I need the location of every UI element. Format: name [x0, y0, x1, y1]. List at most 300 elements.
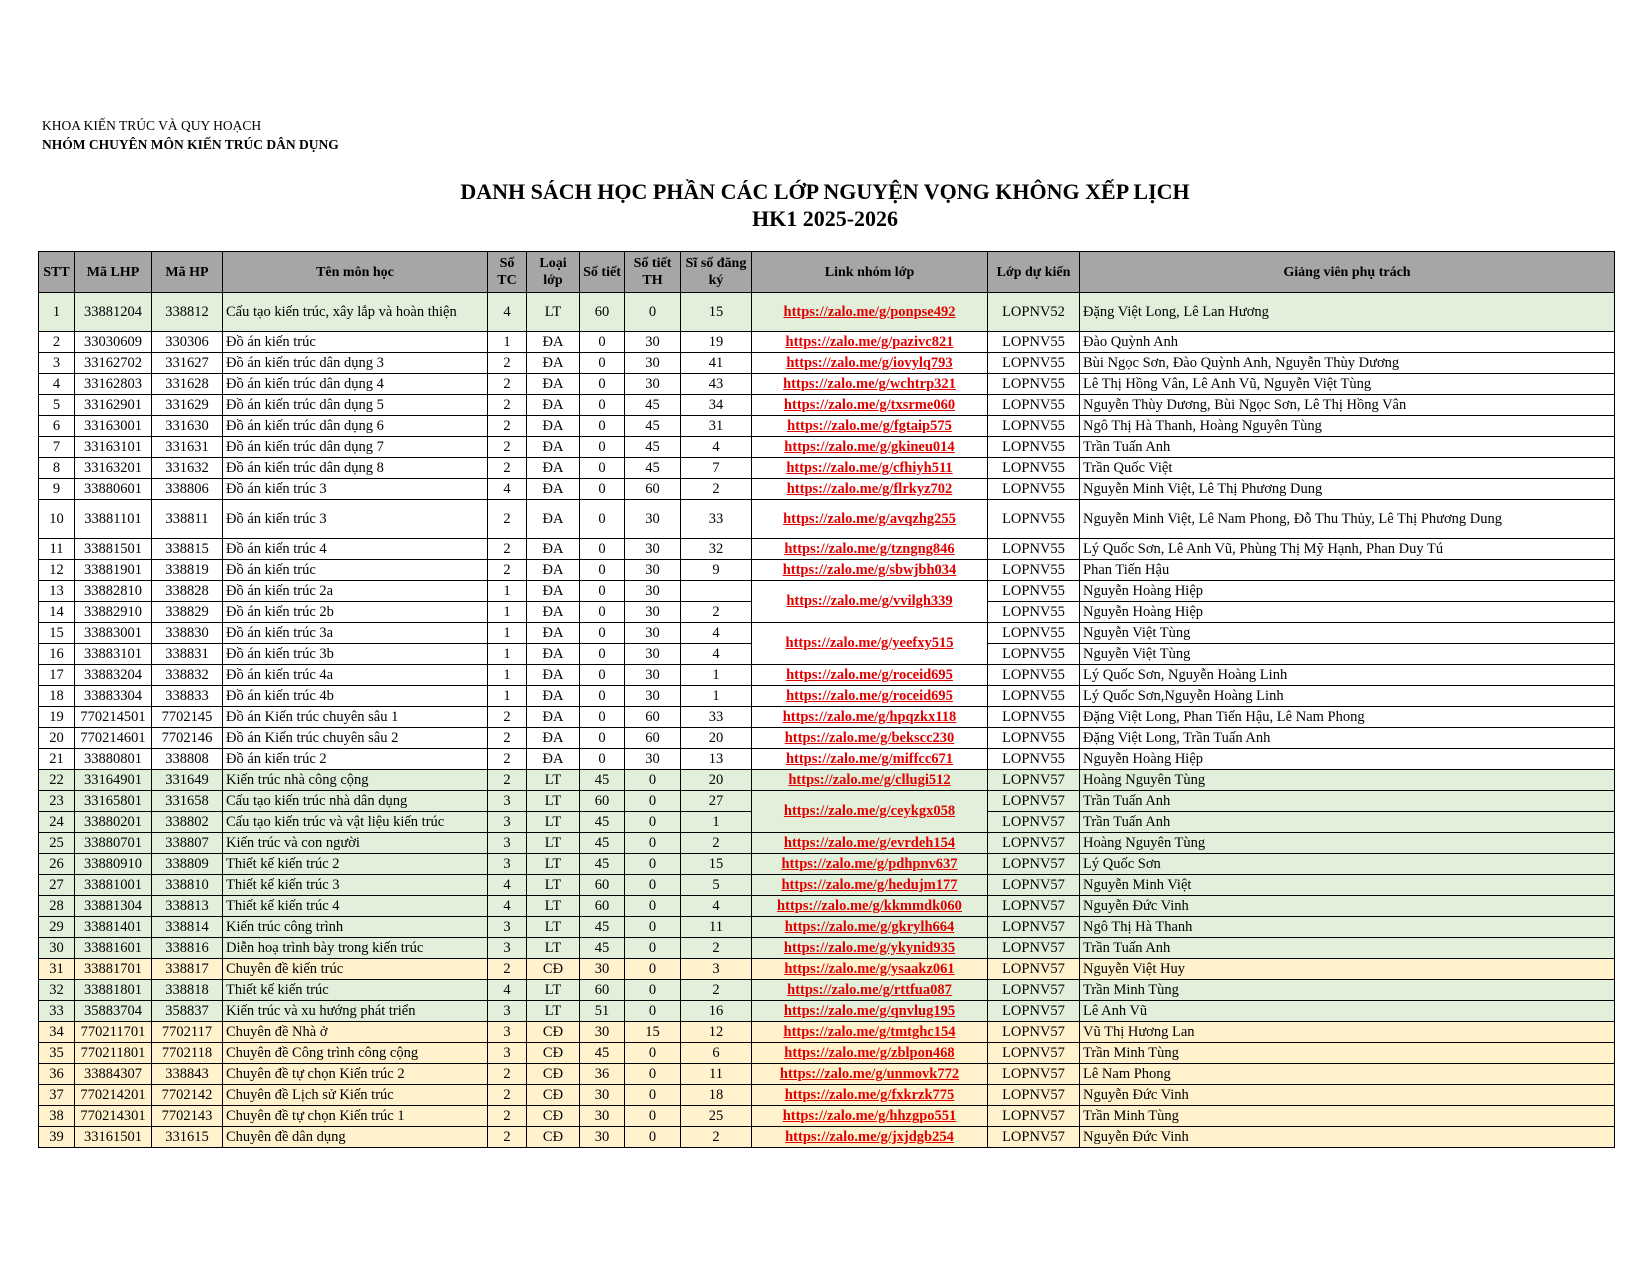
- enrollment-cell: 15: [681, 293, 752, 332]
- credits-cell: 2: [488, 1064, 527, 1085]
- practice-periods-cell: 0: [625, 1127, 681, 1148]
- credits-cell: 4: [488, 980, 527, 1001]
- ma-lhp-cell: 33162803: [75, 374, 152, 395]
- group-link[interactable]: https://zalo.me/g/iovylq793: [752, 353, 988, 374]
- planned-class-cell: LOPNV55: [988, 623, 1080, 644]
- practice-periods-cell: 30: [625, 644, 681, 665]
- ma-hp-cell: 330306: [152, 332, 223, 353]
- table-row: [39, 1043, 1615, 1064]
- table-row: [39, 728, 1615, 749]
- enrollment-cell: 11: [681, 917, 752, 938]
- lecturer-cell: Hoàng Nguyên Tùng: [1080, 770, 1615, 791]
- class-type-cell: ĐA: [527, 539, 580, 560]
- group-link[interactable]: https://zalo.me/g/gkineu014: [752, 437, 988, 458]
- periods-cell: 45: [580, 833, 625, 854]
- course-name-cell: Chuyên đề dân dụng: [223, 1127, 488, 1148]
- enrollment-cell: 20: [681, 770, 752, 791]
- class-type-cell: ĐA: [527, 686, 580, 707]
- col-ma-hp: Mã HP: [152, 252, 223, 293]
- course-name-cell: Đồ án kiến trúc: [223, 332, 488, 353]
- practice-periods-cell: 0: [625, 917, 681, 938]
- enrollment-cell: 11: [681, 1064, 752, 1085]
- enrollment-cell: 2: [681, 833, 752, 854]
- group-link[interactable]: https://zalo.me/g/vvilgh339: [752, 581, 988, 623]
- enrollment-cell: 2: [681, 980, 752, 1001]
- planned-class-cell: LOPNV57: [988, 1022, 1080, 1043]
- table-row: [39, 770, 1615, 791]
- ma-hp-cell: 331649: [152, 770, 223, 791]
- lecturer-cell: Nguyễn Việt Huy: [1080, 959, 1615, 980]
- ma-hp-cell: 338829: [152, 602, 223, 623]
- table-row: [39, 896, 1615, 917]
- ma-hp-cell: 331631: [152, 437, 223, 458]
- practice-periods-cell: 15: [625, 1022, 681, 1043]
- class-type-cell: LT: [527, 812, 580, 833]
- course-table: [38, 251, 1615, 1148]
- class-type-cell: LT: [527, 917, 580, 938]
- table-row: [39, 623, 1615, 644]
- credits-cell: 3: [488, 938, 527, 959]
- credits-cell: 2: [488, 437, 527, 458]
- col-so-tiet-th: Số tiết TH: [625, 252, 681, 293]
- group-link[interactable]: https://zalo.me/g/cllugi512: [752, 770, 988, 791]
- group-link[interactable]: https://zalo.me/g/ykynid935: [752, 938, 988, 959]
- ma-hp-cell: 338817: [152, 959, 223, 980]
- planned-class-cell: LOPNV55: [988, 581, 1080, 602]
- stt-cell: 6: [39, 416, 75, 437]
- class-type-cell: ĐA: [527, 623, 580, 644]
- planned-class-cell: LOPNV57: [988, 1001, 1080, 1022]
- periods-cell: 0: [580, 560, 625, 581]
- planned-class-cell: LOPNV57: [988, 1043, 1080, 1064]
- periods-cell: 0: [580, 602, 625, 623]
- ma-lhp-cell: 33882810: [75, 581, 152, 602]
- group-link[interactable]: https://zalo.me/g/evrdeh154: [752, 833, 988, 854]
- group-link[interactable]: https://zalo.me/g/rttfua087: [752, 980, 988, 1001]
- group-link[interactable]: https://zalo.me/g/fxkrzk775: [752, 1085, 988, 1106]
- table-row: [39, 416, 1615, 437]
- planned-class-cell: LOPNV55: [988, 749, 1080, 770]
- enrollment-cell: 1: [681, 812, 752, 833]
- credits-cell: 3: [488, 833, 527, 854]
- credits-cell: 2: [488, 539, 527, 560]
- credits-cell: 1: [488, 665, 527, 686]
- enrollment-cell: 1: [681, 686, 752, 707]
- planned-class-cell: LOPNV57: [988, 770, 1080, 791]
- class-type-cell: LT: [527, 833, 580, 854]
- class-type-cell: ĐA: [527, 500, 580, 539]
- planned-class-cell: LOPNV55: [988, 602, 1080, 623]
- group-link[interactable]: https://zalo.me/g/unmovk772: [752, 1064, 988, 1085]
- enrollment-cell: 25: [681, 1106, 752, 1127]
- planned-class-cell: LOPNV55: [988, 707, 1080, 728]
- lecturer-cell: Phan Tiến Hậu: [1080, 560, 1615, 581]
- ma-hp-cell: 338814: [152, 917, 223, 938]
- group-link[interactable]: https://zalo.me/g/hhzgpo551: [752, 1106, 988, 1127]
- table-row: [39, 917, 1615, 938]
- practice-periods-cell: 30: [625, 749, 681, 770]
- periods-cell: 60: [580, 980, 625, 1001]
- lecturer-cell: Đào Quỳnh Anh: [1080, 332, 1615, 353]
- ma-lhp-cell: 33165801: [75, 791, 152, 812]
- ma-hp-cell: 331629: [152, 395, 223, 416]
- lecturer-cell: Trần Tuấn Anh: [1080, 812, 1615, 833]
- class-type-cell: ĐA: [527, 602, 580, 623]
- periods-cell: 0: [580, 395, 625, 416]
- planned-class-cell: LOPNV55: [988, 353, 1080, 374]
- credits-cell: 3: [488, 854, 527, 875]
- practice-periods-cell: 30: [625, 560, 681, 581]
- stt-cell: 1: [39, 293, 75, 332]
- stt-cell: 17: [39, 665, 75, 686]
- ma-hp-cell: 338802: [152, 812, 223, 833]
- table-row: [39, 791, 1615, 812]
- ma-lhp-cell: 33881501: [75, 539, 152, 560]
- practice-periods-cell: 0: [625, 959, 681, 980]
- ma-lhp-cell: 33880701: [75, 833, 152, 854]
- group-link[interactable]: https://zalo.me/g/miffcc671: [752, 749, 988, 770]
- ma-hp-cell: 358837: [152, 1001, 223, 1022]
- lecturer-cell: Nguyễn Đức Vinh: [1080, 1127, 1615, 1148]
- ma-lhp-cell: 35883704: [75, 1001, 152, 1022]
- practice-periods-cell: 0: [625, 938, 681, 959]
- ma-lhp-cell: 770214201: [75, 1085, 152, 1106]
- enrollment-cell: 4: [681, 644, 752, 665]
- credits-cell: 4: [488, 896, 527, 917]
- practice-periods-cell: 0: [625, 980, 681, 1001]
- ma-lhp-cell: 33881304: [75, 896, 152, 917]
- periods-cell: 0: [580, 500, 625, 539]
- stt-cell: 18: [39, 686, 75, 707]
- periods-cell: 0: [580, 665, 625, 686]
- ma-lhp-cell: 33163001: [75, 416, 152, 437]
- credits-cell: 1: [488, 581, 527, 602]
- credits-cell: 2: [488, 500, 527, 539]
- ma-hp-cell: 338831: [152, 644, 223, 665]
- group-link[interactable]: https://zalo.me/g/ysaakz061: [752, 959, 988, 980]
- col-link: Link nhóm lớp: [752, 252, 988, 293]
- group-link[interactable]: https://zalo.me/g/flrkyz702: [752, 479, 988, 500]
- class-type-cell: ĐA: [527, 437, 580, 458]
- course-name-cell: Đồ án kiến trúc 3: [223, 500, 488, 539]
- periods-cell: 30: [580, 1085, 625, 1106]
- stt-cell: 29: [39, 917, 75, 938]
- course-name-cell: Kiến trúc và xu hướng phát triển: [223, 1001, 488, 1022]
- enrollment-cell: 34: [681, 395, 752, 416]
- ma-hp-cell: 331658: [152, 791, 223, 812]
- table-row: [39, 1001, 1615, 1022]
- course-name-cell: Chuyên đề tự chọn Kiến trúc 2: [223, 1064, 488, 1085]
- ma-hp-cell: 331630: [152, 416, 223, 437]
- enrollment-cell: 33: [681, 707, 752, 728]
- credits-cell: 2: [488, 458, 527, 479]
- ma-lhp-cell: 33163101: [75, 437, 152, 458]
- group-link[interactable]: https://zalo.me/g/tmtghc154: [752, 1022, 988, 1043]
- planned-class-cell: LOPNV57: [988, 1106, 1080, 1127]
- practice-periods-cell: 0: [625, 791, 681, 812]
- planned-class-cell: LOPNV55: [988, 332, 1080, 353]
- ma-hp-cell: 338833: [152, 686, 223, 707]
- stt-cell: 34: [39, 1022, 75, 1043]
- lecturer-cell: Lê Nam Phong: [1080, 1064, 1615, 1085]
- course-name-cell: Thiết kế kiến trúc 2: [223, 854, 488, 875]
- planned-class-cell: LOPNV57: [988, 1127, 1080, 1148]
- credits-cell: 2: [488, 353, 527, 374]
- lecturer-cell: Trần Minh Tùng: [1080, 1043, 1615, 1064]
- class-type-cell: LT: [527, 980, 580, 1001]
- class-type-cell: ĐA: [527, 416, 580, 437]
- class-type-cell: CĐ: [527, 1106, 580, 1127]
- group-link[interactable]: https://zalo.me/g/gkrylh664: [752, 917, 988, 938]
- lecturer-cell: Lý Quốc Sơn,Nguyễn Hoàng Linh: [1080, 686, 1615, 707]
- enrollment-cell: 1: [681, 665, 752, 686]
- course-name-cell: Đồ án kiến trúc dân dụng 8: [223, 458, 488, 479]
- ma-hp-cell: 338815: [152, 539, 223, 560]
- ma-lhp-cell: 33162901: [75, 395, 152, 416]
- periods-cell: 0: [580, 437, 625, 458]
- enrollment-cell: 4: [681, 437, 752, 458]
- table-row: [39, 458, 1615, 479]
- enrollment-cell: 27: [681, 791, 752, 812]
- lecturer-cell: Nguyễn Việt Tùng: [1080, 644, 1615, 665]
- planned-class-cell: LOPNV57: [988, 875, 1080, 896]
- table-row: [39, 500, 1615, 539]
- course-name-cell: Đồ án kiến trúc 3b: [223, 644, 488, 665]
- practice-periods-cell: 45: [625, 416, 681, 437]
- lecturer-cell: Trần Minh Tùng: [1080, 980, 1615, 1001]
- stt-cell: 26: [39, 854, 75, 875]
- practice-periods-cell: 30: [625, 539, 681, 560]
- credits-cell: 3: [488, 1001, 527, 1022]
- enrollment-cell: 41: [681, 353, 752, 374]
- course-name-cell: Đồ án kiến trúc: [223, 560, 488, 581]
- ma-lhp-cell: 33884307: [75, 1064, 152, 1085]
- course-name-cell: Đồ án kiến trúc 4b: [223, 686, 488, 707]
- stt-cell: 27: [39, 875, 75, 896]
- planned-class-cell: LOPNV55: [988, 644, 1080, 665]
- course-name-cell: Kiến trúc và con người: [223, 833, 488, 854]
- group-link[interactable]: https://zalo.me/g/hpqzkx118: [752, 707, 988, 728]
- ma-hp-cell: 7702146: [152, 728, 223, 749]
- lecturer-cell: Nguyễn Hoàng Hiệp: [1080, 749, 1615, 770]
- table-row: [39, 332, 1615, 353]
- enrollment-cell: 32: [681, 539, 752, 560]
- class-type-cell: ĐA: [527, 728, 580, 749]
- table-row: [39, 875, 1615, 896]
- periods-cell: 60: [580, 293, 625, 332]
- department-name: KHOA KIẾN TRÚC VÀ QUY HOẠCH: [42, 118, 262, 133]
- ma-hp-cell: 338810: [152, 875, 223, 896]
- course-name-cell: Cấu tạo kiến trúc nhà dân dụng: [223, 791, 488, 812]
- class-type-cell: CĐ: [527, 1022, 580, 1043]
- practice-periods-cell: 0: [625, 1064, 681, 1085]
- credits-cell: 2: [488, 1085, 527, 1106]
- stt-cell: 28: [39, 896, 75, 917]
- periods-cell: 0: [580, 644, 625, 665]
- practice-periods-cell: 45: [625, 458, 681, 479]
- lecturer-cell: Đặng Việt Long, Lê Lan Hương: [1080, 293, 1615, 332]
- col-si-so: Sĩ số đăng ký: [681, 252, 752, 293]
- periods-cell: 45: [580, 854, 625, 875]
- ma-hp-cell: 338813: [152, 896, 223, 917]
- group-link[interactable]: https://zalo.me/g/avqzhg255: [752, 500, 988, 539]
- stt-cell: 24: [39, 812, 75, 833]
- group-link[interactable]: https://zalo.me/g/cfhiyh511: [752, 458, 988, 479]
- course-name-cell: Đồ án kiến trúc dân dụng 5: [223, 395, 488, 416]
- class-type-cell: ĐA: [527, 707, 580, 728]
- ma-lhp-cell: 33030609: [75, 332, 152, 353]
- credits-cell: 4: [488, 479, 527, 500]
- periods-cell: 30: [580, 1127, 625, 1148]
- planned-class-cell: LOPNV57: [988, 791, 1080, 812]
- table-row: [39, 437, 1615, 458]
- stt-cell: 37: [39, 1085, 75, 1106]
- course-name-cell: Diễn hoạ trình bày trong kiến trúc: [223, 938, 488, 959]
- group-link[interactable]: https://zalo.me/g/sbwjbh034: [752, 560, 988, 581]
- periods-cell: 0: [580, 539, 625, 560]
- course-name-cell: Chuyên đề kiến trúc: [223, 959, 488, 980]
- lecturer-cell: Lê Thị Hồng Vân, Lê Anh Vũ, Nguyễn Việt Tùng: [1080, 374, 1615, 395]
- class-type-cell: CĐ: [527, 1127, 580, 1148]
- course-name-cell: Đồ án Kiến trúc chuyên sâu 2: [223, 728, 488, 749]
- group-link[interactable]: https://zalo.me/g/pazivc821: [752, 332, 988, 353]
- ma-lhp-cell: 33883304: [75, 686, 152, 707]
- ma-hp-cell: 338818: [152, 980, 223, 1001]
- group-link[interactable]: https://zalo.me/g/hedujm177: [752, 875, 988, 896]
- lecturer-cell: Lý Quốc Sơn, Nguyễn Hoàng Linh: [1080, 665, 1615, 686]
- table-row: [39, 665, 1615, 686]
- planned-class-cell: LOPNV57: [988, 812, 1080, 833]
- periods-cell: 0: [580, 479, 625, 500]
- stt-cell: 7: [39, 437, 75, 458]
- course-name-cell: Đồ án Kiến trúc chuyên sâu 1: [223, 707, 488, 728]
- periods-cell: 45: [580, 770, 625, 791]
- class-type-cell: ĐA: [527, 749, 580, 770]
- ma-hp-cell: 338807: [152, 833, 223, 854]
- enrollment-cell: 15: [681, 854, 752, 875]
- group-link[interactable]: https://zalo.me/g/ponpse492: [752, 293, 988, 332]
- group-link[interactable]: https://zalo.me/g/roceid695: [752, 665, 988, 686]
- stt-cell: 9: [39, 479, 75, 500]
- enrollment-cell: 6: [681, 1043, 752, 1064]
- periods-cell: 0: [580, 353, 625, 374]
- ma-hp-cell: 7702142: [152, 1085, 223, 1106]
- group-link[interactable]: https://zalo.me/g/qnvlug195: [752, 1001, 988, 1022]
- credits-cell: 1: [488, 686, 527, 707]
- group-link[interactable]: https://zalo.me/g/yeefxy515: [752, 623, 988, 665]
- ma-lhp-cell: 33880910: [75, 854, 152, 875]
- lecturer-cell: Nguyễn Đức Vinh: [1080, 896, 1615, 917]
- ma-hp-cell: 331632: [152, 458, 223, 479]
- table-body: [39, 293, 1615, 1148]
- periods-cell: 45: [580, 812, 625, 833]
- planned-class-cell: LOPNV57: [988, 854, 1080, 875]
- lecturer-cell: Trần Minh Tùng: [1080, 1106, 1615, 1127]
- periods-cell: 60: [580, 791, 625, 812]
- enrollment-cell: 5: [681, 875, 752, 896]
- group-link[interactable]: https://zalo.me/g/roceid695: [752, 686, 988, 707]
- class-type-cell: ĐA: [527, 353, 580, 374]
- ma-lhp-cell: 33880801: [75, 749, 152, 770]
- ma-lhp-cell: 33881204: [75, 293, 152, 332]
- col-loai-lop: Loại lớp: [527, 252, 580, 293]
- table-row: [39, 707, 1615, 728]
- ma-hp-cell: 338843: [152, 1064, 223, 1085]
- group-link[interactable]: https://zalo.me/g/ceykgx058: [752, 791, 988, 833]
- ma-lhp-cell: 770211701: [75, 1022, 152, 1043]
- course-name-cell: Thiết kế kiến trúc: [223, 980, 488, 1001]
- planned-class-cell: LOPNV55: [988, 374, 1080, 395]
- stt-cell: 13: [39, 581, 75, 602]
- practice-periods-cell: 45: [625, 395, 681, 416]
- course-name-cell: Đồ án kiến trúc 2b: [223, 602, 488, 623]
- course-name-cell: Kiến trúc nhà công cộng: [223, 770, 488, 791]
- credits-cell: 3: [488, 1043, 527, 1064]
- group-link[interactable]: https://zalo.me/g/pdhpnv637: [752, 854, 988, 875]
- table-row: [39, 1022, 1615, 1043]
- stt-cell: 4: [39, 374, 75, 395]
- practice-periods-cell: 0: [625, 1106, 681, 1127]
- ma-lhp-cell: 33883204: [75, 665, 152, 686]
- stt-cell: 16: [39, 644, 75, 665]
- ma-hp-cell: 7702118: [152, 1043, 223, 1064]
- class-type-cell: ĐA: [527, 644, 580, 665]
- stt-cell: 8: [39, 458, 75, 479]
- lecturer-cell: Trần Quốc Việt: [1080, 458, 1615, 479]
- table-row: [39, 479, 1615, 500]
- col-so-tiet: Số tiết: [580, 252, 625, 293]
- group-link[interactable]: https://zalo.me/g/tzngng846: [752, 539, 988, 560]
- ma-hp-cell: 7702145: [152, 707, 223, 728]
- group-link[interactable]: https://zalo.me/g/wchtrp321: [752, 374, 988, 395]
- group-link[interactable]: https://zalo.me/g/bekscc230: [752, 728, 988, 749]
- class-type-cell: CĐ: [527, 1085, 580, 1106]
- stt-cell: 14: [39, 602, 75, 623]
- credits-cell: 4: [488, 875, 527, 896]
- class-type-cell: LT: [527, 770, 580, 791]
- stt-cell: 20: [39, 728, 75, 749]
- lecturer-cell: Đặng Việt Long, Trần Tuấn Anh: [1080, 728, 1615, 749]
- lecturer-cell: Vũ Thị Hương Lan: [1080, 1022, 1615, 1043]
- credits-cell: 3: [488, 1022, 527, 1043]
- group-link[interactable]: https://zalo.me/g/fgtaip575: [752, 416, 988, 437]
- stt-cell: 36: [39, 1064, 75, 1085]
- practice-periods-cell: 45: [625, 437, 681, 458]
- lecturer-cell: Bùi Ngọc Sơn, Đào Quỳnh Anh, Nguyễn Thùy Dương: [1080, 353, 1615, 374]
- planned-class-cell: LOPNV55: [988, 458, 1080, 479]
- practice-periods-cell: 30: [625, 353, 681, 374]
- group-link[interactable]: https://zalo.me/g/zblpon468: [752, 1043, 988, 1064]
- class-type-cell: ĐA: [527, 332, 580, 353]
- planned-class-cell: LOPNV52: [988, 293, 1080, 332]
- credits-cell: 3: [488, 812, 527, 833]
- enrollment-cell: 31: [681, 416, 752, 437]
- ma-lhp-cell: 33883001: [75, 623, 152, 644]
- group-link[interactable]: https://zalo.me/g/jxjdgb254: [752, 1127, 988, 1148]
- stt-cell: 2: [39, 332, 75, 353]
- group-link[interactable]: https://zalo.me/g/txsrme060: [752, 395, 988, 416]
- enrollment-cell: 33: [681, 500, 752, 539]
- periods-cell: 60: [580, 896, 625, 917]
- page-title: [0, 178, 1650, 232]
- group-link[interactable]: https://zalo.me/g/kkmmdk060: [752, 896, 988, 917]
- ma-lhp-cell: 33881601: [75, 938, 152, 959]
- stt-cell: 31: [39, 959, 75, 980]
- enrollment-cell: 18: [681, 1085, 752, 1106]
- table-row: [39, 980, 1615, 1001]
- stt-cell: 19: [39, 707, 75, 728]
- col-stt: STT: [39, 252, 75, 293]
